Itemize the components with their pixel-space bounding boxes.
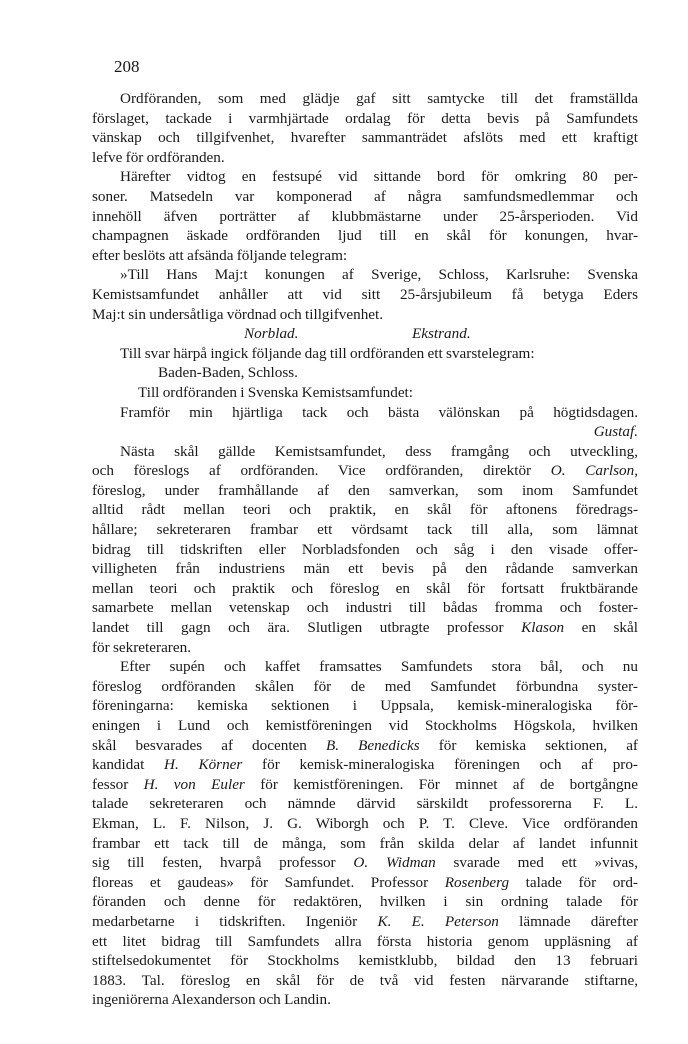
person-name: Klason bbox=[521, 619, 565, 637]
person-name: H. von Euler bbox=[143, 775, 245, 793]
body-text bbox=[92, 89, 638, 1010]
text-line: mellan teori och praktik och föreslog en skål för fortsatt fruktbärande bbox=[92, 579, 638, 597]
text-line: för sekreteraren. bbox=[92, 638, 191, 656]
text-line: bidrag till tidskriften eller Norbladsfonden och såg i den visade offer- bbox=[92, 540, 638, 558]
telegram-line: Kemistsamfundet anhåller att vid sitt 25-årsjubileum få betyga Eders bbox=[92, 285, 638, 303]
person-name: O. Widman bbox=[353, 854, 436, 872]
text-line: medarbetarne i tidskriften. Ingeniör K. E. Peterson lämnade därefter bbox=[92, 912, 638, 930]
person-name: K. E. Peterson bbox=[377, 912, 499, 930]
signature-ekstrand: Ekstrand. bbox=[412, 325, 471, 343]
text-line: champagnen äskade ordföranden ljud till en skål för konungen, hvar- bbox=[92, 227, 638, 245]
text-line: Efter supén och kaffet framsattes Samfundets stora bål, och nu bbox=[120, 658, 638, 676]
text-line: villigheten från industriens män ett bevis på den rådande samverkan bbox=[92, 560, 638, 578]
text-line: lefve för ordföranden. bbox=[92, 148, 225, 166]
text-line: och föreslogs af ordföranden. Vice ordföranden, direktör O. Carlson, bbox=[92, 462, 638, 480]
text-line: sig till festen, hvarpå professor O. Widman svarade med ett »vivas, bbox=[92, 854, 639, 872]
person-name: B. Benedicks bbox=[325, 736, 420, 754]
text-line: talade sekreteraren och nämnde därvid särskildt professorerna F. L. bbox=[92, 795, 638, 813]
text-line: 1883. Tal. föreslog en skål för de två vid festen närvarande stiftarne, bbox=[92, 971, 638, 989]
text-line: Ordföranden, som med glädje gaf sitt samtycke till det framställda bbox=[120, 90, 638, 107]
page-number: 208 bbox=[114, 57, 140, 76]
text-line: skål besvarades af docenten B. Benedicks för kemiska sektionen, af bbox=[92, 736, 638, 754]
text-line: ett litet bidrag till Samfundets allra första historia genom uppläsning af bbox=[92, 932, 638, 950]
text-line: soner. Matsedeln var komponerad af några samfundsmedlemmar och bbox=[92, 187, 638, 205]
text-line: föreningarna: kemiska sektionen i Uppsala, kemisk-mineralogiska för- bbox=[92, 697, 638, 715]
reply-salutation: Till ordföranden i Svenska Kemistsamfundet: bbox=[138, 383, 414, 401]
text-line: landet till gagn och ära. Slutligen utbragte professor Klason en skål bbox=[92, 619, 638, 637]
text-line: föreslog ordföranden skålen för de med Samfundet förbundna syster- bbox=[92, 677, 638, 695]
person-name: Rosenberg bbox=[444, 873, 510, 891]
telegram-line: Maj:t sin undersåtliga vördnad och tillgifvenhet. bbox=[92, 305, 384, 323]
text-line: floreas et gaudeas» för Samfundet. Professor Rosenberg talade för ord- bbox=[92, 873, 638, 891]
text-line: förslaget, tackade i varmhjärtade ordalag för detta bevis på Samfundets bbox=[92, 109, 638, 127]
text-line: samarbete mellan vetenskap och industri till bådas fromma och foster- bbox=[92, 599, 638, 617]
text-line: stiftelsedokumentet för Stockholms kemistklubb, bildad den 13 februari bbox=[92, 952, 638, 970]
person-name: H. Körner bbox=[164, 756, 243, 774]
text-line: ingeniörerna Alexanderson och Landin. bbox=[92, 991, 331, 1009]
reply-address: Baden-Baden, Schloss. bbox=[158, 364, 298, 382]
text-line: Ekman, L. F. Nilson, J. G. Wiborgh och P. T. Cleve. Vice ordföranden bbox=[92, 814, 638, 832]
text-line: kandidat H. Körner för kemisk-mineralogiska föreningen och af pro- bbox=[92, 756, 638, 774]
reply-message: Framför min hjärtliga tack och bästa välönskan på högtidsdagen. bbox=[120, 403, 638, 421]
text-line: Nästa skål gällde Kemistsamfundet, dess framgång och utveckling, bbox=[120, 442, 638, 460]
text-line: fessor H. von Euler för kemistföreningen. För minnet af de bortgångne bbox=[92, 775, 638, 793]
reply-intro: Till svar härpå ingick följande dag till ordföranden ett svarstelegram: bbox=[120, 344, 535, 362]
text-line: Härefter vidtog en festsupé vid sittande bord för omkring 80 per- bbox=[120, 168, 638, 186]
telegram-signatures bbox=[92, 324, 638, 344]
text-line: innehöll äfven porträtter af klubbmästarne under 25-årsperioden. Vid bbox=[92, 207, 638, 225]
text-line: vänskap och tillgifvenhet, hvarefter sammanträdet afslöts med ett kraftigt bbox=[92, 129, 638, 147]
text-line: föreslog, under framhållande af den samverkan, som inom Samfundet bbox=[92, 481, 638, 499]
text-line: hållare; sekreteraren frambar ett vördsamt tack till alla, som lämnat bbox=[92, 521, 638, 539]
signature-norblad: Norblad. bbox=[244, 325, 299, 343]
person-name: O. Carlson, bbox=[550, 462, 638, 480]
text-line: frambar ett tack till de många, som från skilda delar af landet infunnit bbox=[92, 834, 638, 852]
text-line: alltid rådt mellan teori och praktik, en skål för aftonens föredrags- bbox=[92, 501, 638, 519]
reply-signature: Gustaf. bbox=[593, 423, 638, 441]
text-line: eningen i Lund och kemistföreningen vid Stockholms Högskola, hvilken bbox=[92, 717, 638, 734]
text-line: efter beslöts att afsända följande telegram: bbox=[92, 246, 348, 264]
telegram-line: »Till Hans Maj:t konungen af Sverige, Schloss, Karlsruhe: Svenska bbox=[120, 266, 638, 284]
text-line: föranden och denne för redaktören, hvilken i sin ordning talade för bbox=[92, 893, 638, 911]
